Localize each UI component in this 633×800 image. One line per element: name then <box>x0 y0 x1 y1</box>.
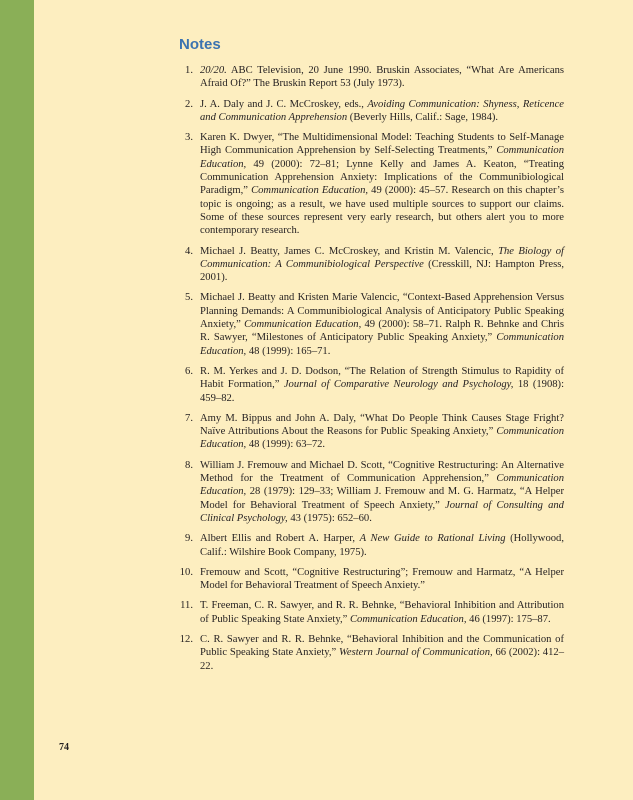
note-italic-title: Western Journal of Communication, <box>339 647 493 659</box>
note-italic-title: Communication Education, <box>200 426 564 451</box>
note-text: 48 (1999): 63–72. <box>246 439 326 451</box>
note-text: 46 (1997): 175–87. <box>466 613 551 625</box>
note-text: J. A. Daly and J. C. McCroskey, eds., <box>200 98 368 110</box>
note-text: ABC Television, 20 June 1990. Bruskin Associates, “What Are Americans Afraid Of?” The Bruskin Report 53 (July 1973). <box>200 65 564 90</box>
note-italic-title: 20/20. <box>200 65 227 76</box>
note-italic-title: Journal of Consulting and Clinical Psychology, <box>200 499 564 524</box>
note-number: 2. <box>185 98 193 110</box>
note-text: 49 (2000): 58–71. Ralph R. Behnke and Chris R. Sawyer, “Milestones of Anticipatory Public Speaking Anxiety,” <box>200 319 564 344</box>
note-text: 18 (1908): 459–82. <box>200 379 565 404</box>
note-text: (Hollywood, Calif.: Wilshire Book Company, 1975). <box>200 533 564 558</box>
note-italic-title: Communication Education, <box>200 473 564 498</box>
note-text: Karen K. Dwyer, “The Multidimensional Model: Teaching Students to Self-Manage High Communication Apprehension by Self-Selecting Treatments,” <box>200 132 564 157</box>
note-text: 48 (1999): 165–71. <box>246 345 331 357</box>
note-item <box>166 566 564 593</box>
note-text: R. M. Yerkes and J. D. Dodson, “The Relation of Strength Stimulus to Rapidity of Habit Formation,” <box>200 365 564 391</box>
note-text: Albert Ellis and Robert A. Harper, <box>200 533 360 545</box>
note-italic-title: Communication Education, <box>200 145 564 170</box>
note-italic-title: A New Guide to Rational Living <box>359 533 506 545</box>
note-item <box>166 459 564 525</box>
note-text: 43 (1975): 652–60. <box>287 512 372 524</box>
note-italic-title: Communication Education, <box>244 319 362 331</box>
note-text: William J. Fremouw and Michael D. Scott, “Cognitive Restructuring: An Alternative Method for the Treatment of Communication Apprehension,” <box>200 459 564 485</box>
note-italic-title: Journal of Comparative Neurology and Psychology, <box>283 379 514 391</box>
note-italic-title: Communication Education, <box>349 613 467 625</box>
note-item <box>166 532 564 559</box>
note-number: 5. <box>185 292 193 304</box>
page-number: 74 <box>59 742 69 753</box>
note-text: (Cresskill, NJ: Hampton Press, 2001). <box>200 258 564 284</box>
note-text: Michael J. Beatty, James C. McCroskey, and Kristin M. Valencic, <box>200 245 499 257</box>
note-italic-title: Communication Education, <box>251 185 369 197</box>
note-item <box>166 599 564 626</box>
note-text: T. Freeman, C. R. Sawyer, and R. R. Behnke, “Behavioral Inhibition and Attribution of Public Speaking State Anxiety,” <box>200 600 564 625</box>
note-number: 4. <box>185 245 193 257</box>
note-number: 7. <box>185 412 193 424</box>
note-text: Amy M. Bippus and John A. Daly, “What Do People Think Causes Stage Fright? Naïve Attributions About the Reasons for Public Speaking Anxiety,” <box>200 412 564 438</box>
note-number: 8. <box>185 459 193 471</box>
note-item <box>166 412 564 452</box>
note-text: (Beverly Hills, Calif.: Sage, 1984). <box>347 111 499 123</box>
note-text: C. R. Sawyer and R. R. Behnke, “Behavioral Inhibition and the Communication of Public Speaking State Anxiety,” <box>200 633 564 659</box>
note-text: 49 (2000): 72–81; Lynne Kelly and James A. Keaton, “Treating Communication Apprehension Anxiety: Implications of the Communibiological Paradigm,” <box>200 158 564 197</box>
note-italic-title: Communication Education, <box>200 332 564 357</box>
note-text: 49 (2000): 45–57. Research on this chapter’s topic is ongoing; as a result, we have used multiple sources to support our claims. Some of these sources represent very early research, but others alert you to more contemporary research. <box>200 185 564 237</box>
note-italic-title: Avoiding Communication: Shyness, Reticence and Communication Apprehension <box>200 98 565 123</box>
note-number: 9. <box>185 533 193 545</box>
note-number: 6. <box>185 365 193 377</box>
note-number: 3. <box>185 132 193 144</box>
page-spine-bar <box>0 0 34 800</box>
note-text: Fremouw and Scott, “Cognitive Restructuring”; Fremouw and Harmatz, “A Helper Model for Behavioral Treatment of Speech Anxiety.” <box>200 566 564 592</box>
note-number: 12. <box>179 633 193 645</box>
note-text: 28 (1979): 129–33; William J. Fremouw and M. G. Harmatz, “A Helper Model for Behavioral Treatment of Speech Anxiety,” <box>200 486 564 511</box>
note-number: 1. <box>185 65 193 76</box>
note-number: 10. <box>179 566 193 578</box>
note-item <box>166 291 564 357</box>
note-item <box>166 245 564 285</box>
note-item <box>166 131 564 237</box>
note-item <box>166 365 564 405</box>
page-title: Notes <box>179 36 221 53</box>
note-number: 11. <box>180 600 193 612</box>
note-text: Michael J. Beatty and Kristen Marie Valencic, “Context-Based Apprehension Versus Planning Demands: A Communibiological Analysis of Anticipatory Public Speaking Anxiety,” <box>200 292 564 331</box>
note-item <box>166 64 564 91</box>
notes-list <box>166 64 564 680</box>
note-item <box>166 98 564 125</box>
note-text: 66 (2002): 412–22. <box>200 647 564 672</box>
note-italic-title: The Biology of Communication: A Communibiological Perspective <box>200 245 564 270</box>
note-item <box>166 633 564 673</box>
